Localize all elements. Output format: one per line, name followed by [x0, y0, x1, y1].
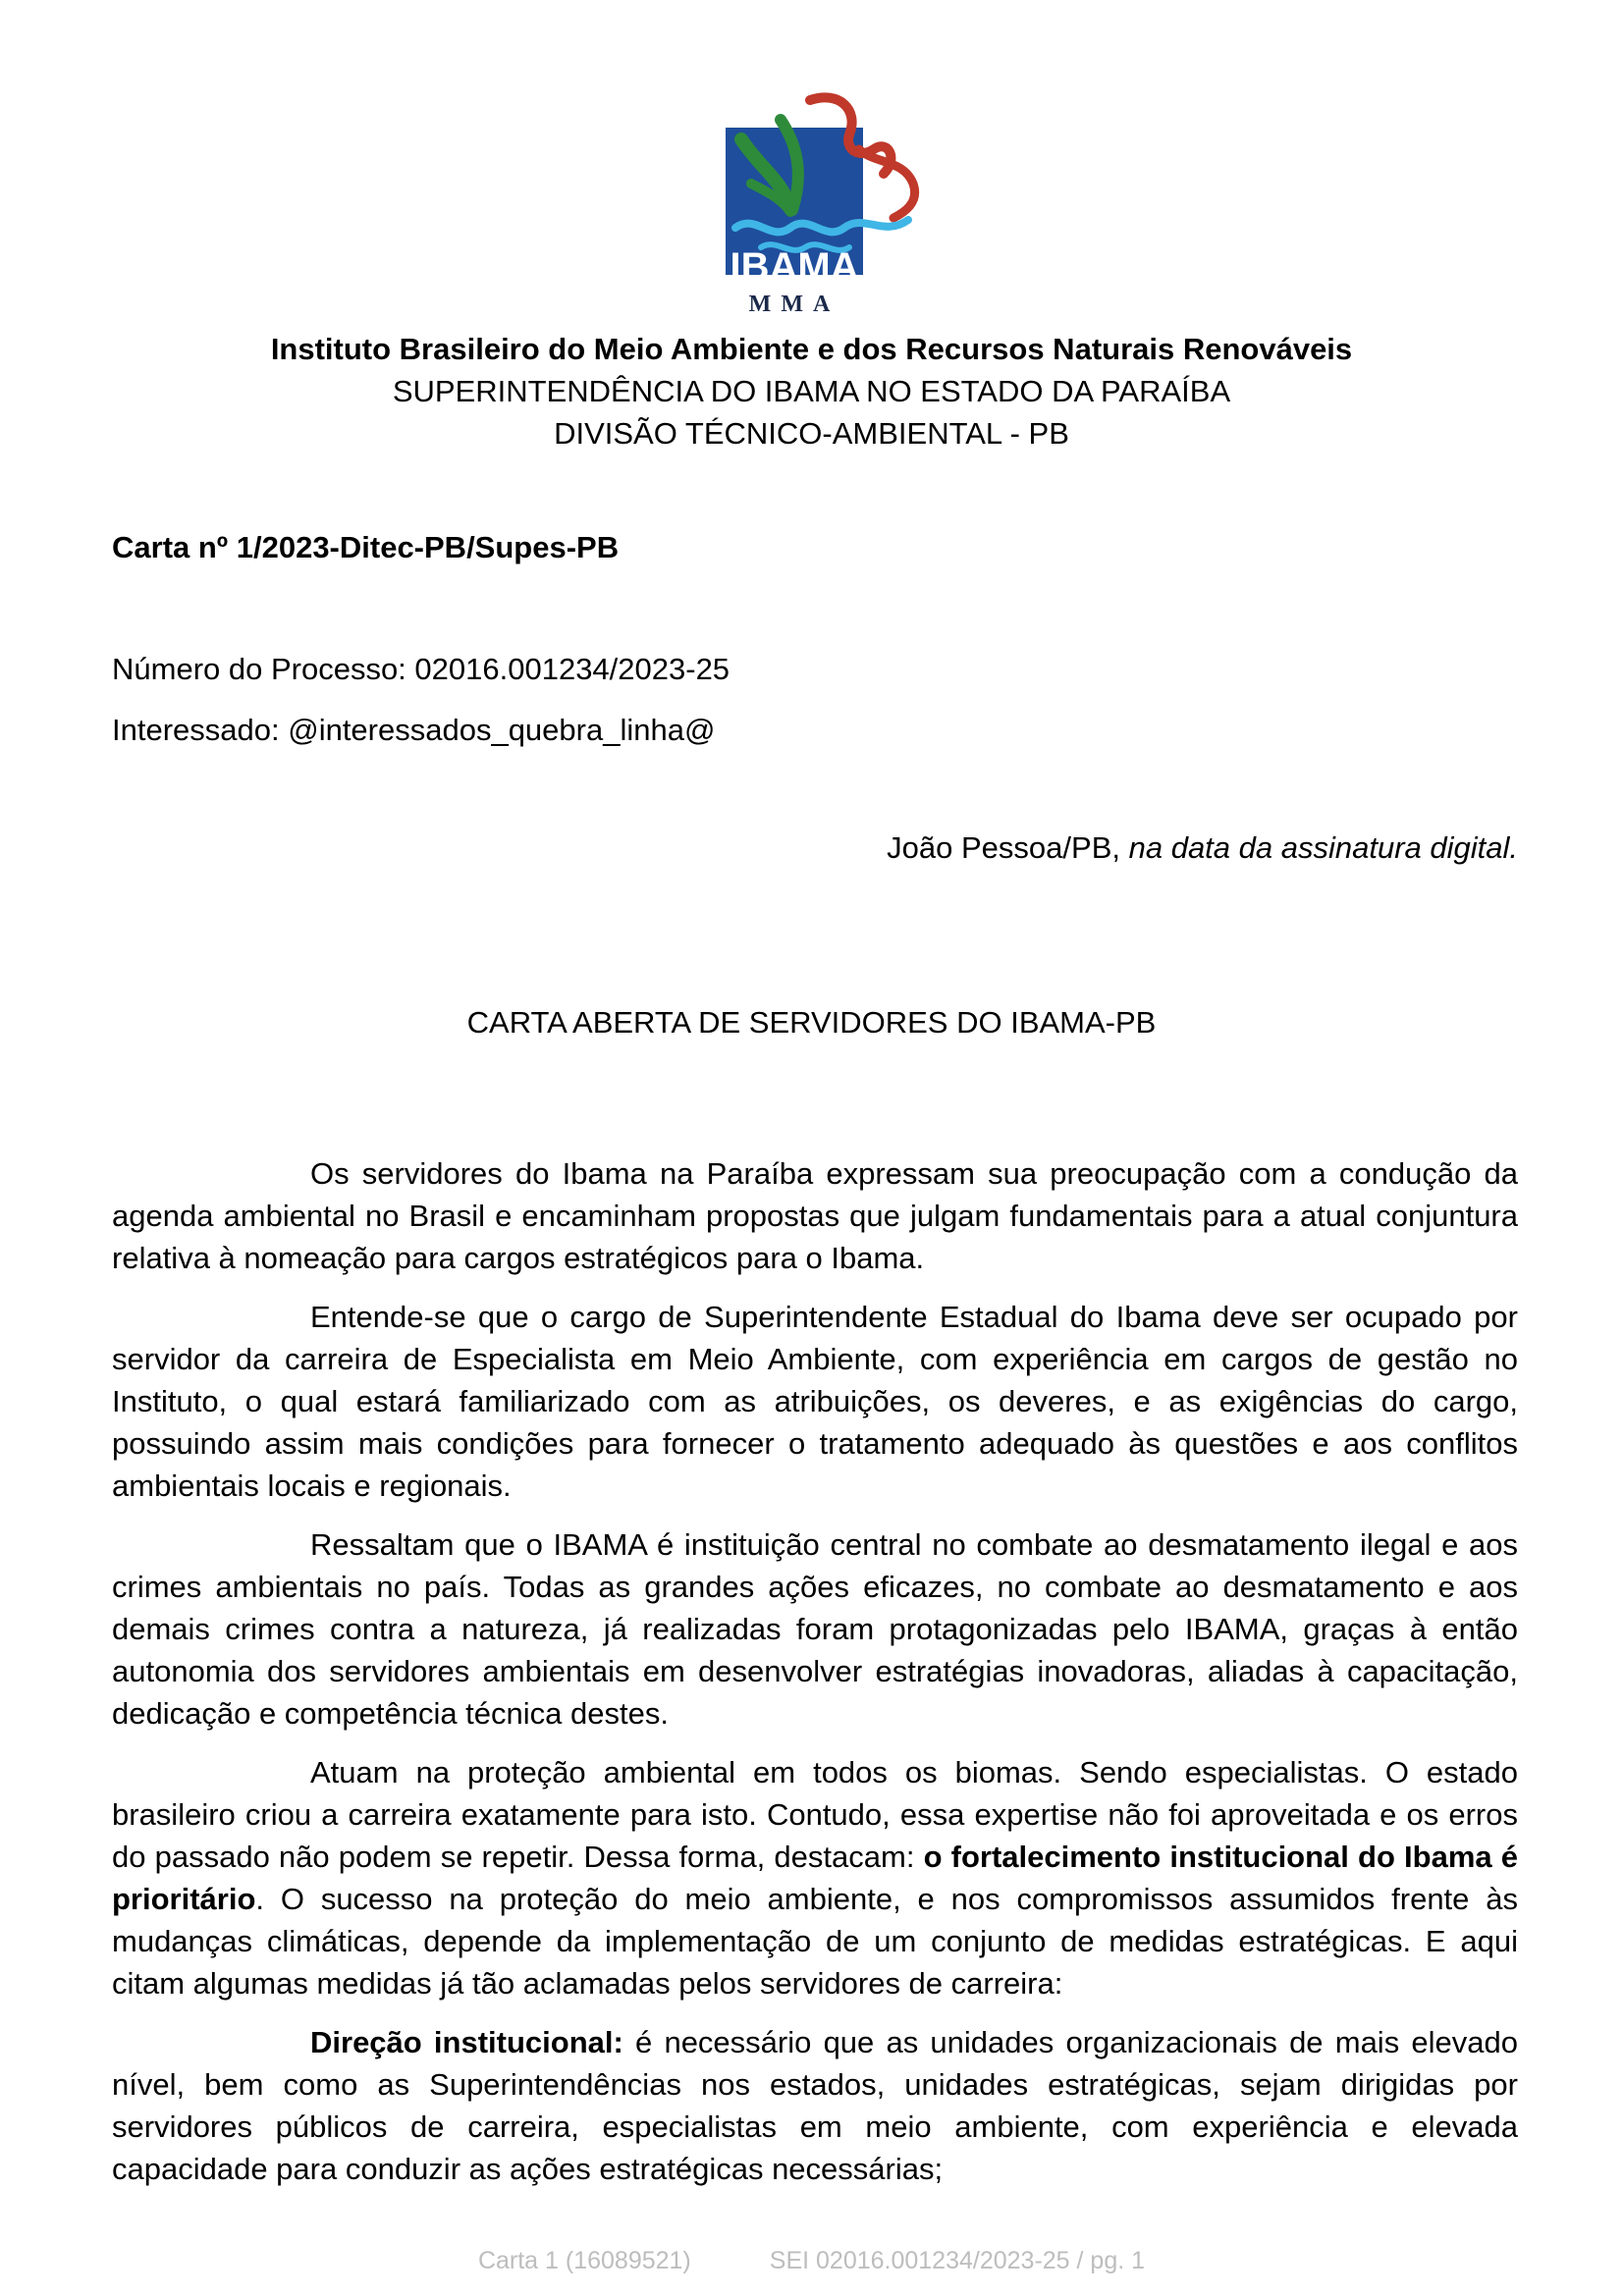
ibama-logo	[712, 90, 938, 318]
superintendence-name: SUPERINTENDÊNCIA DO IBAMA NO ESTADO DA PARAÍBA	[392, 374, 1231, 408]
letterhead	[0, 328, 1623, 454]
paragraph-4-highlight: o fortalecimento institucional do Ibama é prioritário	[112, 1840, 1518, 1916]
page-footer	[0, 2247, 1623, 2275]
place-date-line	[887, 830, 1518, 866]
footer-doc-ref: Carta 1 (16089521)	[477, 2247, 691, 2274]
letter-body	[112, 1152, 1518, 2207]
paragraph-1: Os servidores do Ibama na Paraíba expressam sua preocupação com a condução da agenda ambiental no Brasil e encaminham propostas que julgam fundamentais para a atual conjuntura relativa à nomeação para cargos estratégicos para o Ibama.	[112, 1156, 1518, 1275]
paragraph-3: Ressaltam que o IBAMA é instituição central no combate ao desmatamento ilegal e aos crimes ambientais no país. Todas as grandes ações eficazes, no combate ao desmatamento e aos demais crimes contra a natureza, já realizadas foram protagonizadas pelo IBAMA, graças à então autonomia dos servidores ambientais em desenvolver estratégias inovadoras, aliadas à capacitação, dedicação e competência técnica destes.	[112, 1527, 1518, 1731]
paragraph-4-text-a: Atuam na proteção ambiental em todos os biomas. Sendo especialistas. O estado brasileiro criou a carreira exatamente para isto. Contudo, essa expertise não foi aproveitada e os erros do passado não podem se repetir. Dessa forma, destacam:	[112, 1755, 1518, 1874]
process-number: Número do Processo: 02016.001234/2023-25	[112, 652, 730, 686]
letter-number: Carta nº 1/2023-Ditec-PB/Supes-PB	[112, 530, 620, 564]
paragraph-5-heading: Direção institucional:	[310, 2025, 623, 2059]
paragraph-4	[112, 1751, 1518, 2004]
document-title: CARTA ABERTA DE SERVIDORES DO IBAMA-PB	[466, 1005, 1157, 1040]
interested-party: Interessado: @interessados_quebra_linha@	[112, 713, 716, 747]
paragraph-2: Entende-se que o cargo de Superintendente Estadual do Ibama deve ser ocupado por servidor da carreira de Especialista em Meio Ambiente, com experiência em cargos de gestão no Instituto, o qual estará familiarizado com as atribuições, os deveres, e as exigências do cargo, possuindo assim mais condições para fornecer o tratamento adequado às questões e aos conflitos ambientais locais e regionais.	[112, 1300, 1518, 1503]
logo-text-main: IBAMA	[730, 245, 859, 289]
paragraph-5	[112, 2021, 1518, 2190]
ibama-logo-graphic	[712, 90, 938, 318]
institution-name: Instituto Brasileiro do Meio Ambiente e dos Recursos Naturais Renováveis	[270, 332, 1353, 366]
footer-sei-ref: SEI 02016.001234/2023-25 / pg. 1	[769, 2247, 1146, 2274]
paragraph-4-text-b: . O sucesso na proteção do meio ambiente, e nos compromissos assumidos frente às mudanças climáticas, depende da implementação de um conjunto de medidas estratégicas. E aqui citam algumas medidas já tão aclamadas pelos servidores de carreira:	[112, 1882, 1518, 2001]
paragraph-5-text: é necessário que as unidades organizacionais de mais elevado nível, bem como as Superintendências nos estados, unidades estratégicas, sejam dirigidas por servidores públicos de carreira, especialistas em meio ambiente, com experiência e elevada capacidade para conduzir as ações estratégicas necessárias;	[112, 2025, 1518, 2186]
place: João Pessoa/PB,	[887, 830, 1129, 865]
date-text: na data da assinatura digital.	[1128, 830, 1518, 865]
division-name: DIVISÃO TÉCNICO-AMBIENTAL - PB	[554, 416, 1069, 451]
logo-text-sub: MMA	[748, 292, 840, 317]
